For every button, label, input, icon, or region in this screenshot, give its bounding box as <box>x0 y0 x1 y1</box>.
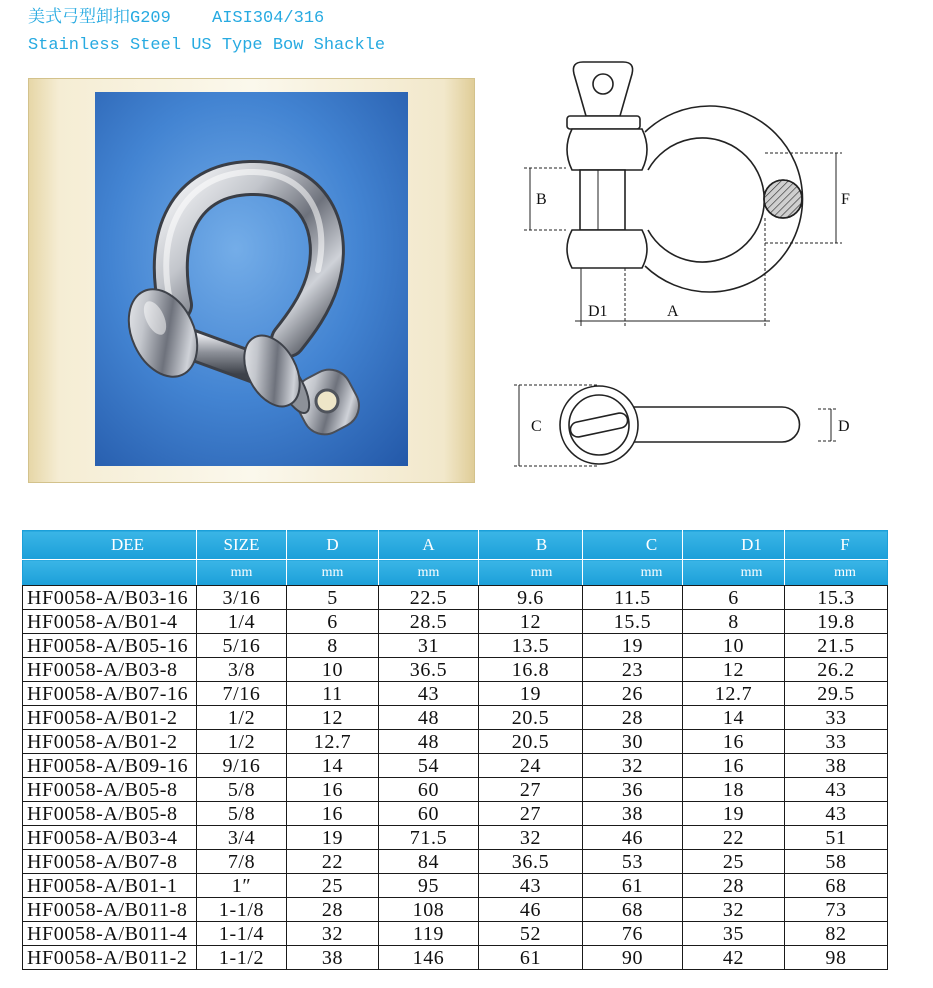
cell-d1: 28 <box>683 874 785 898</box>
lower-ear <box>567 230 647 268</box>
cell-size: 3/4 <box>197 826 287 850</box>
table-row <box>23 898 888 922</box>
cell-f: 98 <box>785 946 888 970</box>
cell-d1: 19 <box>683 802 785 826</box>
cell-dee: HF0058-A/B011-8 <box>23 898 197 922</box>
cell-dee: HF0058-A/B011-4 <box>23 922 197 946</box>
cell-dee: HF0058-A/B05-8 <box>23 778 197 802</box>
table-row <box>23 850 888 874</box>
cell-size: 1/2 <box>197 706 287 730</box>
photo-background <box>95 92 408 466</box>
cell-b: 12 <box>479 610 583 634</box>
cell-d: 5 <box>287 586 379 610</box>
cell-size: 5/16 <box>197 634 287 658</box>
unit-c: mm <box>583 560 683 586</box>
cell-c: 19 <box>583 634 683 658</box>
unit-size: mm <box>197 560 287 586</box>
cell-f: 43 <box>785 802 888 826</box>
upper-ear <box>567 129 647 170</box>
cell-size: 5/8 <box>197 778 287 802</box>
dim-label-d: D <box>838 418 850 435</box>
cell-dee: HF0058-A/B07-16 <box>23 682 197 706</box>
table-row <box>23 754 888 778</box>
header-b: B <box>479 531 583 560</box>
cell-d: 28 <box>287 898 379 922</box>
cell-b: 19 <box>479 682 583 706</box>
cell-a: 95 <box>379 874 479 898</box>
cell-d1: 12 <box>683 658 785 682</box>
cell-size: 5/8 <box>197 802 287 826</box>
table-row <box>23 610 888 634</box>
cell-d1: 35 <box>683 922 785 946</box>
unit-row <box>23 560 888 586</box>
cell-b: 52 <box>479 922 583 946</box>
cell-d: 10 <box>287 658 379 682</box>
cell-d: 12.7 <box>287 730 379 754</box>
cell-a: 54 <box>379 754 479 778</box>
cell-b: 46 <box>479 898 583 922</box>
cell-c: 76 <box>583 922 683 946</box>
table-row <box>23 730 888 754</box>
cell-f: 43 <box>785 778 888 802</box>
cell-b: 61 <box>479 946 583 970</box>
unit-d1: mm <box>683 560 785 586</box>
header-d: D <box>287 531 379 560</box>
dimension-d <box>818 409 837 441</box>
cell-dee: HF0058-A/B01-2 <box>23 706 197 730</box>
header-dee: DEE <box>23 531 197 560</box>
cell-a: 146 <box>379 946 479 970</box>
cell-b: 16.8 <box>479 658 583 682</box>
title-english: Stainless Steel US Type Bow Shackle <box>28 36 386 55</box>
cell-size: 3/8 <box>197 658 287 682</box>
technical-drawing <box>505 55 875 480</box>
cell-d: 16 <box>287 802 379 826</box>
cell-f: 19.8 <box>785 610 888 634</box>
table-body <box>23 586 888 970</box>
cell-d1: 25 <box>683 850 785 874</box>
cell-size: 1/2 <box>197 730 287 754</box>
title-material: AISI304/316 <box>212 9 325 28</box>
cell-f: 58 <box>785 850 888 874</box>
header-f: F <box>785 531 888 560</box>
cell-c: 15.5 <box>583 610 683 634</box>
cell-c: 11.5 <box>583 586 683 610</box>
cell-b: 27 <box>479 802 583 826</box>
cell-a: 60 <box>379 778 479 802</box>
cell-size: 1-1/4 <box>197 922 287 946</box>
dim-label-d1: D1 <box>588 303 608 320</box>
cell-c: 23 <box>583 658 683 682</box>
drawing-side-view <box>514 385 850 466</box>
cell-a: 48 <box>379 730 479 754</box>
cell-size: 7/8 <box>197 850 287 874</box>
cell-dee: HF0058-A/B03-8 <box>23 658 197 682</box>
header-a: A <box>379 531 479 560</box>
cell-d: 19 <box>287 826 379 850</box>
pin-collar <box>567 116 640 129</box>
cell-dee: HF0058-A/B011-2 <box>23 946 197 970</box>
cell-b: 20.5 <box>479 706 583 730</box>
cell-dee: HF0058-A/B01-1 <box>23 874 197 898</box>
cell-d1: 8 <box>683 610 785 634</box>
table-row <box>23 682 888 706</box>
cell-c: 53 <box>583 850 683 874</box>
cell-d1: 14 <box>683 706 785 730</box>
unit-d: mm <box>287 560 379 586</box>
cell-size: 9/16 <box>197 754 287 778</box>
drawing-top-view <box>524 62 850 326</box>
cell-f: 33 <box>785 706 888 730</box>
dim-label-f: F <box>841 191 850 208</box>
cell-d1: 42 <box>683 946 785 970</box>
cell-dee: HF0058-A/B01-2 <box>23 730 197 754</box>
cell-a: 48 <box>379 706 479 730</box>
cell-c: 36 <box>583 778 683 802</box>
header-c: C <box>583 531 683 560</box>
cell-c: 32 <box>583 754 683 778</box>
cell-d1: 10 <box>683 634 785 658</box>
table-row <box>23 658 888 682</box>
header-d1: D1 <box>683 531 785 560</box>
cell-b: 20.5 <box>479 730 583 754</box>
cell-d1: 12.7 <box>683 682 785 706</box>
cell-c: 30 <box>583 730 683 754</box>
cell-c: 61 <box>583 874 683 898</box>
unit-a: mm <box>379 560 479 586</box>
table-row <box>23 802 888 826</box>
cell-f: 15.3 <box>785 586 888 610</box>
cell-d: 8 <box>287 634 379 658</box>
bow-inner-outline <box>648 138 764 262</box>
cell-d1: 16 <box>683 730 785 754</box>
table-row <box>23 946 888 970</box>
cell-d: 16 <box>287 778 379 802</box>
cell-c: 26 <box>583 682 683 706</box>
pin-body <box>580 170 625 230</box>
cell-c: 68 <box>583 898 683 922</box>
table-row <box>23 922 888 946</box>
cell-d1: 22 <box>683 826 785 850</box>
cell-d: 32 <box>287 922 379 946</box>
header-row <box>23 531 888 560</box>
cell-b: 43 <box>479 874 583 898</box>
cell-dee: HF0058-A/B03-16 <box>23 586 197 610</box>
cell-d: 12 <box>287 706 379 730</box>
cell-f: 33 <box>785 730 888 754</box>
cell-dee: HF0058-A/B05-8 <box>23 802 197 826</box>
cell-d: 14 <box>287 754 379 778</box>
cell-b: 36.5 <box>479 850 583 874</box>
unit-f: mm <box>785 560 888 586</box>
cell-a: 43 <box>379 682 479 706</box>
cell-size: 3/16 <box>197 586 287 610</box>
cell-d1: 16 <box>683 754 785 778</box>
header-size: SIZE <box>197 531 287 560</box>
unit-b: mm <box>479 560 583 586</box>
cell-b: 32 <box>479 826 583 850</box>
cell-a: 22.5 <box>379 586 479 610</box>
cell-a: 108 <box>379 898 479 922</box>
bow-tongue <box>630 407 800 442</box>
cell-size: 1-1/2 <box>197 946 287 970</box>
cell-dee: HF0058-A/B05-16 <box>23 634 197 658</box>
cell-f: 26.2 <box>785 658 888 682</box>
cell-c: 90 <box>583 946 683 970</box>
cell-f: 73 <box>785 898 888 922</box>
cell-dee: HF0058-A/B01-4 <box>23 610 197 634</box>
cell-b: 24 <box>479 754 583 778</box>
cell-a: 71.5 <box>379 826 479 850</box>
cell-f: 82 <box>785 922 888 946</box>
cell-d: 6 <box>287 610 379 634</box>
cell-a: 84 <box>379 850 479 874</box>
cell-a: 28.5 <box>379 610 479 634</box>
cell-f: 68 <box>785 874 888 898</box>
shackle-photo <box>28 78 475 483</box>
cell-dee: HF0058-A/B03-4 <box>23 826 197 850</box>
cell-size: 1-1/8 <box>197 898 287 922</box>
table-row <box>23 586 888 610</box>
cell-a: 31 <box>379 634 479 658</box>
cell-b: 27 <box>479 778 583 802</box>
table-row <box>23 826 888 850</box>
cell-d: 38 <box>287 946 379 970</box>
cell-d: 25 <box>287 874 379 898</box>
pin-head-hole <box>593 74 613 94</box>
cell-d: 22 <box>287 850 379 874</box>
unit-dee <box>23 560 197 586</box>
cell-a: 60 <box>379 802 479 826</box>
cell-a: 36.5 <box>379 658 479 682</box>
cell-c: 28 <box>583 706 683 730</box>
cell-d1: 18 <box>683 778 785 802</box>
dim-label-b: B <box>536 191 547 208</box>
table-row <box>23 874 888 898</box>
dim-label-a: A <box>667 303 679 320</box>
cell-dee: HF0058-A/B09-16 <box>23 754 197 778</box>
cell-c: 46 <box>583 826 683 850</box>
table-row <box>23 634 888 658</box>
cell-c: 38 <box>583 802 683 826</box>
cell-d1: 32 <box>683 898 785 922</box>
cell-f: 51 <box>785 826 888 850</box>
cell-f: 38 <box>785 754 888 778</box>
cell-d1: 6 <box>683 586 785 610</box>
cell-b: 9.6 <box>479 586 583 610</box>
title-chinese: 美式弓型卸扣G209 <box>28 9 171 28</box>
cell-a: 119 <box>379 922 479 946</box>
table-header <box>23 531 888 586</box>
cell-size: 1″ <box>197 874 287 898</box>
cell-dee: HF0058-A/B07-8 <box>23 850 197 874</box>
dim-label-c: C <box>531 418 542 435</box>
table-row <box>23 778 888 802</box>
cell-b: 13.5 <box>479 634 583 658</box>
cell-d: 11 <box>287 682 379 706</box>
cell-size: 7/16 <box>197 682 287 706</box>
cell-f: 29.5 <box>785 682 888 706</box>
cell-f: 21.5 <box>785 634 888 658</box>
cell-size: 1/4 <box>197 610 287 634</box>
spec-table <box>22 530 888 970</box>
table-row <box>23 706 888 730</box>
